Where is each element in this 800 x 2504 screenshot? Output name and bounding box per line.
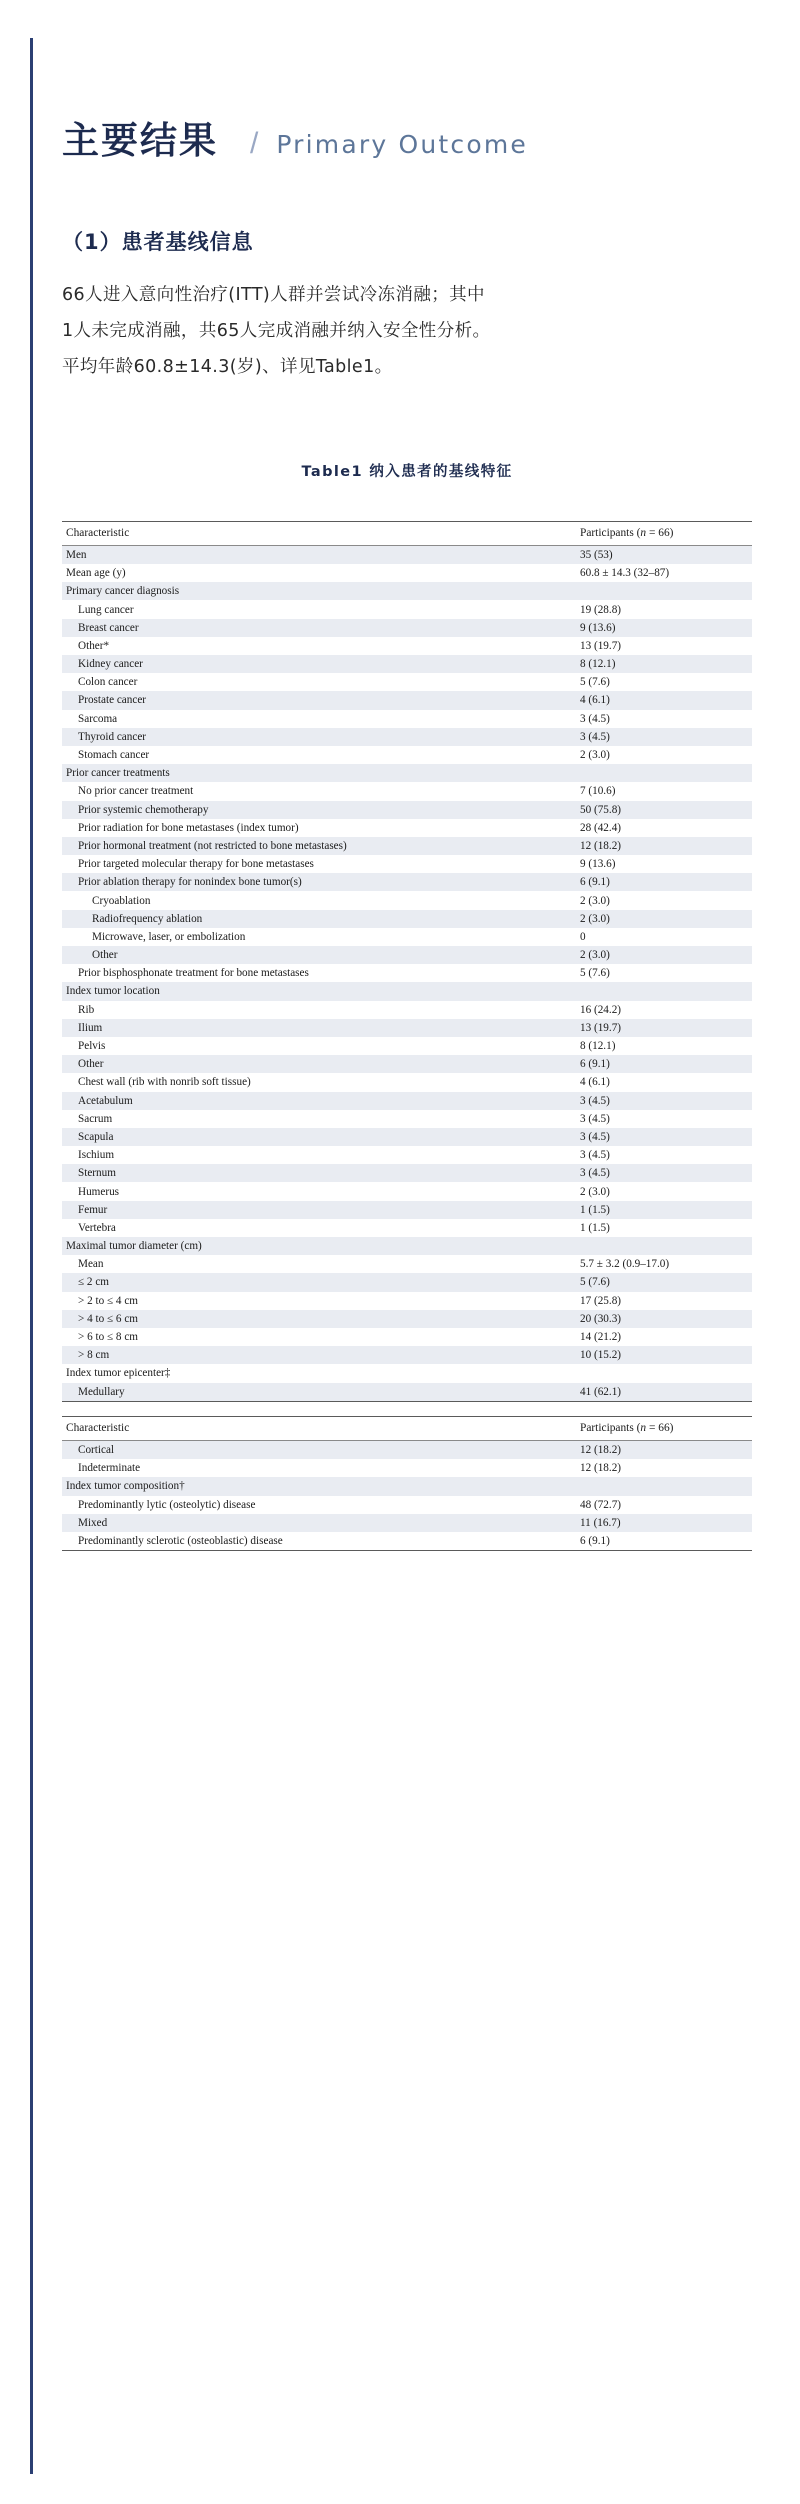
- row-value: 2 (3.0): [580, 749, 610, 762]
- row-label: Maximal tumor diameter (cm): [62, 1237, 576, 1255]
- row-value: 6 (9.1): [576, 873, 752, 891]
- row-value: [576, 1477, 752, 1495]
- row-label: Other: [62, 946, 576, 964]
- row-value: 2 (3.0): [580, 894, 610, 907]
- row-value: 19 (28.8): [580, 603, 622, 616]
- row-value: 1 (1.5): [576, 1201, 752, 1219]
- row-label: Sternum: [62, 1164, 576, 1182]
- row-value: 11 (16.7): [576, 1514, 752, 1532]
- row-label: Chest wall (rib with nonrib soft tissue): [78, 1076, 251, 1089]
- table-row: [62, 655, 752, 673]
- table-row: [62, 801, 752, 819]
- row-label: Prior ablation therapy for nonindex bone tumor(s): [62, 873, 576, 891]
- row-label: Predominantly sclerotic (osteoblastic) disease: [62, 1532, 576, 1551]
- row-value: 16 (24.2): [580, 1003, 622, 1016]
- column-header-participants: Participants (n = 66): [576, 1416, 752, 1440]
- column-header-characteristic: Characteristic: [62, 521, 576, 545]
- table-row: [62, 1440, 752, 1459]
- table-row: [62, 746, 752, 764]
- table-row: [62, 1459, 752, 1477]
- row-label: Vertebra: [78, 1221, 116, 1234]
- baseline-characteristics-table: [62, 521, 752, 1551]
- column-header-characteristic: Characteristic: [62, 1416, 576, 1440]
- row-label: Mean: [78, 1258, 104, 1271]
- row-label: Mean age (y): [66, 567, 126, 580]
- row-value: 8 (12.1): [576, 655, 752, 673]
- row-value: 13 (19.7): [576, 1019, 752, 1037]
- row-value: 3 (4.5): [580, 712, 610, 725]
- table-row: [62, 1146, 752, 1164]
- row-value: 1 (1.5): [580, 1221, 610, 1234]
- table-header-row: [62, 1416, 752, 1440]
- row-label: Stomach cancer: [78, 749, 150, 762]
- row-label: Prior bisphosphonate treatment for bone metastases: [78, 967, 309, 980]
- row-value: 20 (30.3): [576, 1310, 752, 1328]
- row-label: Prior targeted molecular therapy for bone metastases: [78, 858, 314, 871]
- row-label: Other*: [78, 639, 110, 652]
- row-value: [576, 1364, 752, 1382]
- table-row: [62, 1037, 752, 1055]
- table-row: [62, 819, 752, 837]
- column-header-participants: Participants (n = 66): [576, 521, 752, 545]
- table-row: [62, 1001, 752, 1019]
- row-value: 3 (4.5): [576, 728, 752, 746]
- row-value: 8 (12.1): [580, 1040, 616, 1053]
- table-row: [62, 928, 752, 946]
- table-row: [62, 1019, 752, 1037]
- table-row: [62, 982, 752, 1000]
- row-label: Prior radiation for bone metastases (index tumor): [78, 821, 299, 834]
- table-row: [62, 1128, 752, 1146]
- table-row: [62, 782, 752, 800]
- row-value: 5.7 ± 3.2 (0.9–17.0): [580, 1258, 670, 1271]
- section-heading: （1）患者基线信息: [62, 230, 254, 254]
- table-header-row: [62, 521, 752, 545]
- row-value: 3 (4.5): [580, 1149, 610, 1162]
- row-label: Thyroid cancer: [62, 728, 576, 746]
- row-label: Primary cancer diagnosis: [62, 582, 576, 600]
- section-paragraph: 66人进入意向性治疗(ITT)人群并尝试冷冻消融；其中1人未完成消融，共65人完成消融并纳入安全性分析。平均年龄60.8±14.3(岁)、详见Table1。: [62, 285, 491, 377]
- row-label: Other: [62, 1055, 576, 1073]
- table-row: [62, 855, 752, 873]
- row-label: Prostate cancer: [62, 691, 576, 709]
- row-value: 12 (18.2): [576, 837, 752, 855]
- row-label: Men: [62, 545, 576, 564]
- row-label: Ilium: [62, 1019, 576, 1037]
- row-label: Indeterminate: [78, 1462, 141, 1475]
- row-value: [576, 982, 752, 1000]
- row-value: 14 (21.2): [580, 1331, 622, 1344]
- row-label: Scapula: [62, 1128, 576, 1146]
- row-label: Index tumor composition†: [62, 1477, 576, 1495]
- row-value: 28 (42.4): [580, 821, 622, 834]
- table-row: [62, 1383, 752, 1402]
- row-label: No prior cancer treatment: [78, 785, 194, 798]
- row-value: 4 (6.1): [576, 691, 752, 709]
- row-label: ≤ 2 cm: [62, 1273, 576, 1291]
- row-label: > 6 to ≤ 8 cm: [78, 1331, 138, 1344]
- row-value: 2 (3.0): [576, 946, 752, 964]
- table-row: [62, 1164, 752, 1182]
- row-label: Sacrum: [78, 1112, 113, 1125]
- row-value: 10 (15.2): [576, 1346, 752, 1364]
- page-content: [62, 110, 752, 1551]
- row-value: 41 (62.1): [576, 1383, 752, 1402]
- table-row: [62, 1237, 752, 1255]
- row-label: > 4 to ≤ 6 cm: [62, 1310, 576, 1328]
- table-row: [62, 873, 752, 891]
- row-label: Prior systemic chemotherapy: [62, 801, 576, 819]
- table-row: [62, 910, 752, 928]
- row-value: 12 (18.2): [580, 1462, 622, 1475]
- row-value: 50 (75.8): [576, 801, 752, 819]
- table-row: [62, 1310, 752, 1328]
- row-label: Mixed: [62, 1514, 576, 1532]
- table-row: [62, 1346, 752, 1364]
- row-value: [576, 764, 752, 782]
- row-label: Pelvis: [78, 1040, 106, 1053]
- row-value: 48 (72.7): [580, 1498, 622, 1511]
- table-row: [62, 545, 752, 564]
- row-value: 4 (6.1): [580, 1076, 610, 1089]
- row-value: 7 (10.6): [580, 785, 616, 798]
- row-label: Predominantly lytic (osteolytic) disease: [78, 1498, 256, 1511]
- row-label: Cryoablation: [92, 894, 151, 907]
- table-row: [62, 728, 752, 746]
- page-title-cn: 主要结果: [62, 119, 218, 162]
- table-row: [62, 1496, 752, 1514]
- row-value: 5 (7.6): [580, 967, 610, 980]
- table-row: [62, 837, 752, 855]
- table-row: [62, 764, 752, 782]
- row-label: Prior hormonal treatment (not restricted to bone metastases): [62, 837, 576, 855]
- table-row: [62, 600, 752, 618]
- row-value: 6 (9.1): [576, 1532, 752, 1551]
- table-row: [62, 564, 752, 582]
- row-value: 3 (4.5): [576, 1092, 752, 1110]
- row-label: Acetabulum: [62, 1092, 576, 1110]
- table-row: [62, 1073, 752, 1091]
- table-row: [62, 673, 752, 691]
- table-row: [62, 1328, 752, 1346]
- row-label: Femur: [62, 1201, 576, 1219]
- row-value: 6 (9.1): [576, 1055, 752, 1073]
- row-value: 9 (13.6): [576, 619, 752, 637]
- row-value: 5 (7.6): [580, 676, 610, 689]
- row-label: > 2 to ≤ 4 cm: [78, 1294, 138, 1307]
- table-row: [62, 1110, 752, 1128]
- table-row: [62, 1292, 752, 1310]
- row-label: Radiofrequency ablation: [62, 910, 576, 928]
- row-value: 13 (19.7): [580, 639, 622, 652]
- row-label: > 8 cm: [62, 1346, 576, 1364]
- row-label: Medullary: [62, 1383, 576, 1402]
- row-label: Rib: [78, 1003, 95, 1016]
- row-value: 17 (25.8): [580, 1294, 622, 1307]
- row-value: [576, 1237, 752, 1255]
- table-row: [62, 1092, 752, 1110]
- row-label: Index tumor epicenter‡: [66, 1367, 171, 1380]
- row-value: 9 (13.6): [580, 858, 616, 871]
- row-label: Prior cancer treatments: [62, 764, 576, 782]
- table-row: [62, 1255, 752, 1273]
- page-title-en: Primary Outcome: [276, 130, 528, 159]
- row-label: Kidney cancer: [62, 655, 576, 673]
- row-label: Sarcoma: [78, 712, 118, 725]
- row-label: Index tumor location: [62, 982, 576, 1000]
- row-label: Lung cancer: [78, 603, 134, 616]
- row-label: Humerus: [78, 1185, 120, 1198]
- page-header: [62, 110, 752, 164]
- table-row: [62, 1477, 752, 1495]
- row-value: 0: [580, 930, 586, 943]
- table-row: [62, 710, 752, 728]
- table-row: [62, 1219, 752, 1237]
- table-row: [62, 637, 752, 655]
- row-label: Ischium: [78, 1149, 115, 1162]
- table-row: [62, 964, 752, 982]
- row-label: Cortical: [62, 1440, 576, 1459]
- table-row: [62, 582, 752, 600]
- row-label: Breast cancer: [62, 619, 576, 637]
- row-label: Microwave, laser, or embolization: [92, 930, 246, 943]
- row-value: 35 (53): [576, 545, 752, 564]
- row-value: 2 (3.0): [576, 910, 752, 928]
- table-row: [62, 619, 752, 637]
- row-value: 3 (4.5): [576, 1164, 752, 1182]
- row-label: Colon cancer: [78, 676, 138, 689]
- row-value: 3 (4.5): [576, 1128, 752, 1146]
- table-row: [62, 946, 752, 964]
- table-row: [62, 1182, 752, 1200]
- row-value: 60.8 ± 14.3 (32–87): [580, 567, 670, 580]
- row-value: 2 (3.0): [580, 1185, 610, 1198]
- table-row: [62, 1514, 752, 1532]
- table-row: [62, 691, 752, 709]
- table-row: [62, 1055, 752, 1073]
- table-row: [62, 1364, 752, 1382]
- table-caption: Table1 纳入患者的基线特征: [301, 463, 513, 480]
- title-separator: /: [250, 127, 259, 160]
- table-row: [62, 1273, 752, 1291]
- row-value: 3 (4.5): [580, 1112, 610, 1125]
- row-value: [576, 582, 752, 600]
- row-value: 12 (18.2): [576, 1440, 752, 1459]
- table-row: [62, 1532, 752, 1551]
- table-row: [62, 1201, 752, 1219]
- left-accent-rule: [30, 38, 33, 2474]
- table-row: [62, 891, 752, 909]
- row-value: 5 (7.6): [576, 1273, 752, 1291]
